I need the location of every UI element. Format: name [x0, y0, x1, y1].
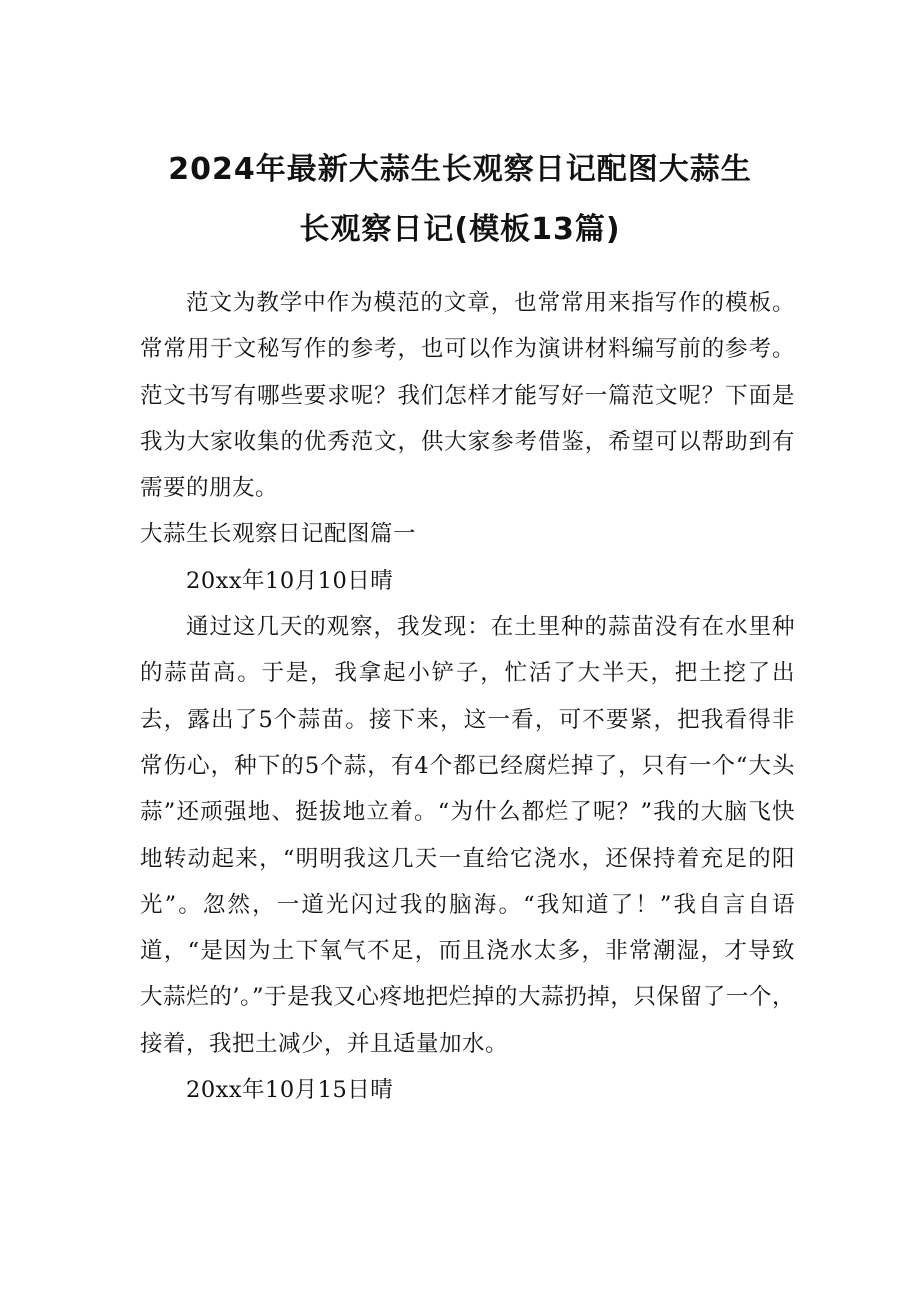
title-line-1: 2024年最新大蒜生长观察日记配图大蒜生	[168, 152, 752, 187]
entry-paragraph: 通过这几天的观察，我发现：在土里种的蒜苗没有在水里种的蒜苗高。于是，我拿起小铲子，忙活了大半天，把土挖了出去，露出了5个蒜苗。接下来，这一看，可不要紧，把我看得非常伤心，种下的5个蒜，有4个都已经腐烂掉了，只有一个“大头蒜”还顽强地、挺拔地立着。“为什么都烂了呢？”我的大脑飞快地转动起来，“明明我这几天一直给它浇水，还保持着充足的阳光”。忽然，一道光闪过我的脑海。“我知道了！”我自言自语道，“是因为土下氧气不足，而且浇水太多，非常潮湿，才导致大蒜烂的’。”于是我又心疼地把烂掉的大蒜扔掉，只保留了一个，接着，我把土减少，并且适量加水。	[140, 614, 795, 1057]
entry-date: 20xx年10月10日晴	[186, 567, 394, 594]
section-heading: 大蒜生长观察日记配图篇一	[140, 521, 417, 548]
document-body	[140, 280, 795, 1113]
entry-date: 20xx年10月15日晴	[186, 1077, 394, 1104]
title-line-2: 长观察日记(模板13篇)	[299, 212, 621, 247]
intro-paragraph: 范文为教学中作为模范的文章，也常常用来指写作的模板。常常用于文秘写作的参考，也可以作为演讲材料编写前的参考。范文书写有哪些要求呢？我们怎样才能写好一篇范文呢？下面是我为大家收集的优秀范文，供大家参考借鉴，希望可以帮助到有需要的朋友。	[140, 290, 795, 502]
document-title	[100, 140, 820, 260]
